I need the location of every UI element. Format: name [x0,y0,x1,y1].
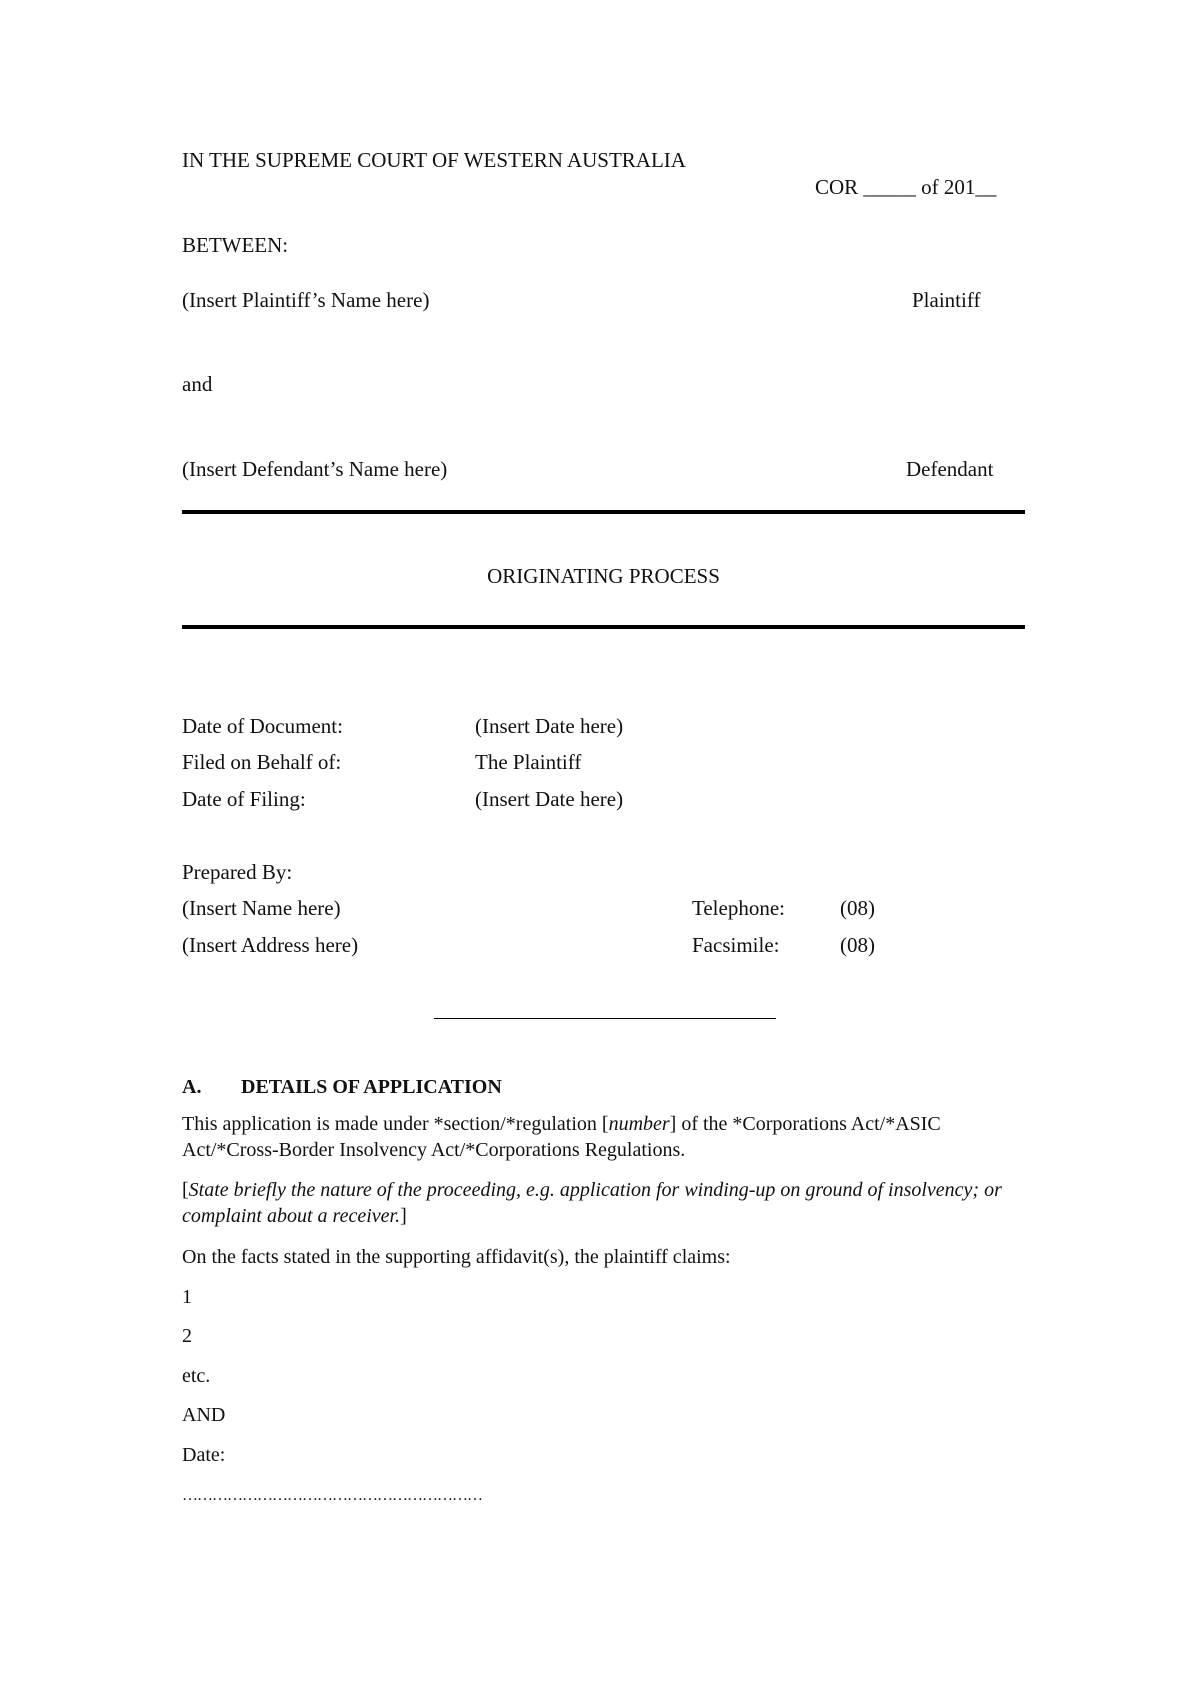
prepared-by-label: Prepared By: [182,860,293,884]
defendant-name: (Insert Defendant’s Name here) [182,457,448,481]
filed-on-behalf-label: Filed on Behalf of: [182,750,342,774]
instruction-paragraph: [State briefly the nature of the proceeding, e.g. application for winding-up on ground of insolvency; or complaint about a receiver.] [182,1179,1002,1227]
title-rule-bottom [182,625,1025,629]
claim-item-2: 2 [182,1325,192,1347]
preparer-address: (Insert Address here) [182,933,359,957]
case-number: COR _____ of 201__ [815,175,997,199]
date-of-filing-value: (Insert Date here) [475,787,624,811]
date-of-document-value: (Insert Date here) [475,714,624,738]
claims-intro: On the facts stated in the supporting affidavit(s), the plaintiff claims: [182,1246,731,1268]
document-title: ORIGINATING PROCESS [487,564,720,588]
facsimile-value: (08) [840,933,875,957]
date-of-document-label: Date of Document: [182,714,343,738]
telephone-label: Telephone: [692,896,785,920]
facsimile-label: Facsimile: [692,933,780,957]
filed-on-behalf-value: The Plaintiff [475,750,582,774]
between-label: BETWEEN: [182,233,289,257]
telephone-value: (08) [840,896,875,920]
signature-line: …………………………………………………… [182,1487,482,1504]
plaintiff-role: Plaintiff [912,288,981,312]
claim-item-1: 1 [182,1286,192,1308]
and-label: and [182,372,213,396]
claim-item-etc: etc. [182,1365,211,1387]
date-label: Date: [182,1444,226,1466]
application-paragraph: This application is made under *section/*regulation [number] of the *Corporations Act/*ASIC Act/*Cross-Border Insolvency Act/*Corporations Regulations. [182,1113,941,1161]
court-heading: IN THE SUPREME COURT OF WESTERN AUSTRALIA [182,148,686,172]
preparer-name: (Insert Name here) [182,896,341,920]
date-of-filing-label: Date of Filing: [182,787,306,811]
defendant-role: Defendant [906,457,994,481]
title-rule-top [182,510,1025,514]
section-letter: A. [182,1076,202,1098]
separator-rule [434,1018,776,1019]
and-conjunction: AND [182,1404,226,1426]
section-title: DETAILS OF APPLICATION [241,1076,502,1098]
plaintiff-name: (Insert Plaintiff’s Name here) [182,288,430,312]
